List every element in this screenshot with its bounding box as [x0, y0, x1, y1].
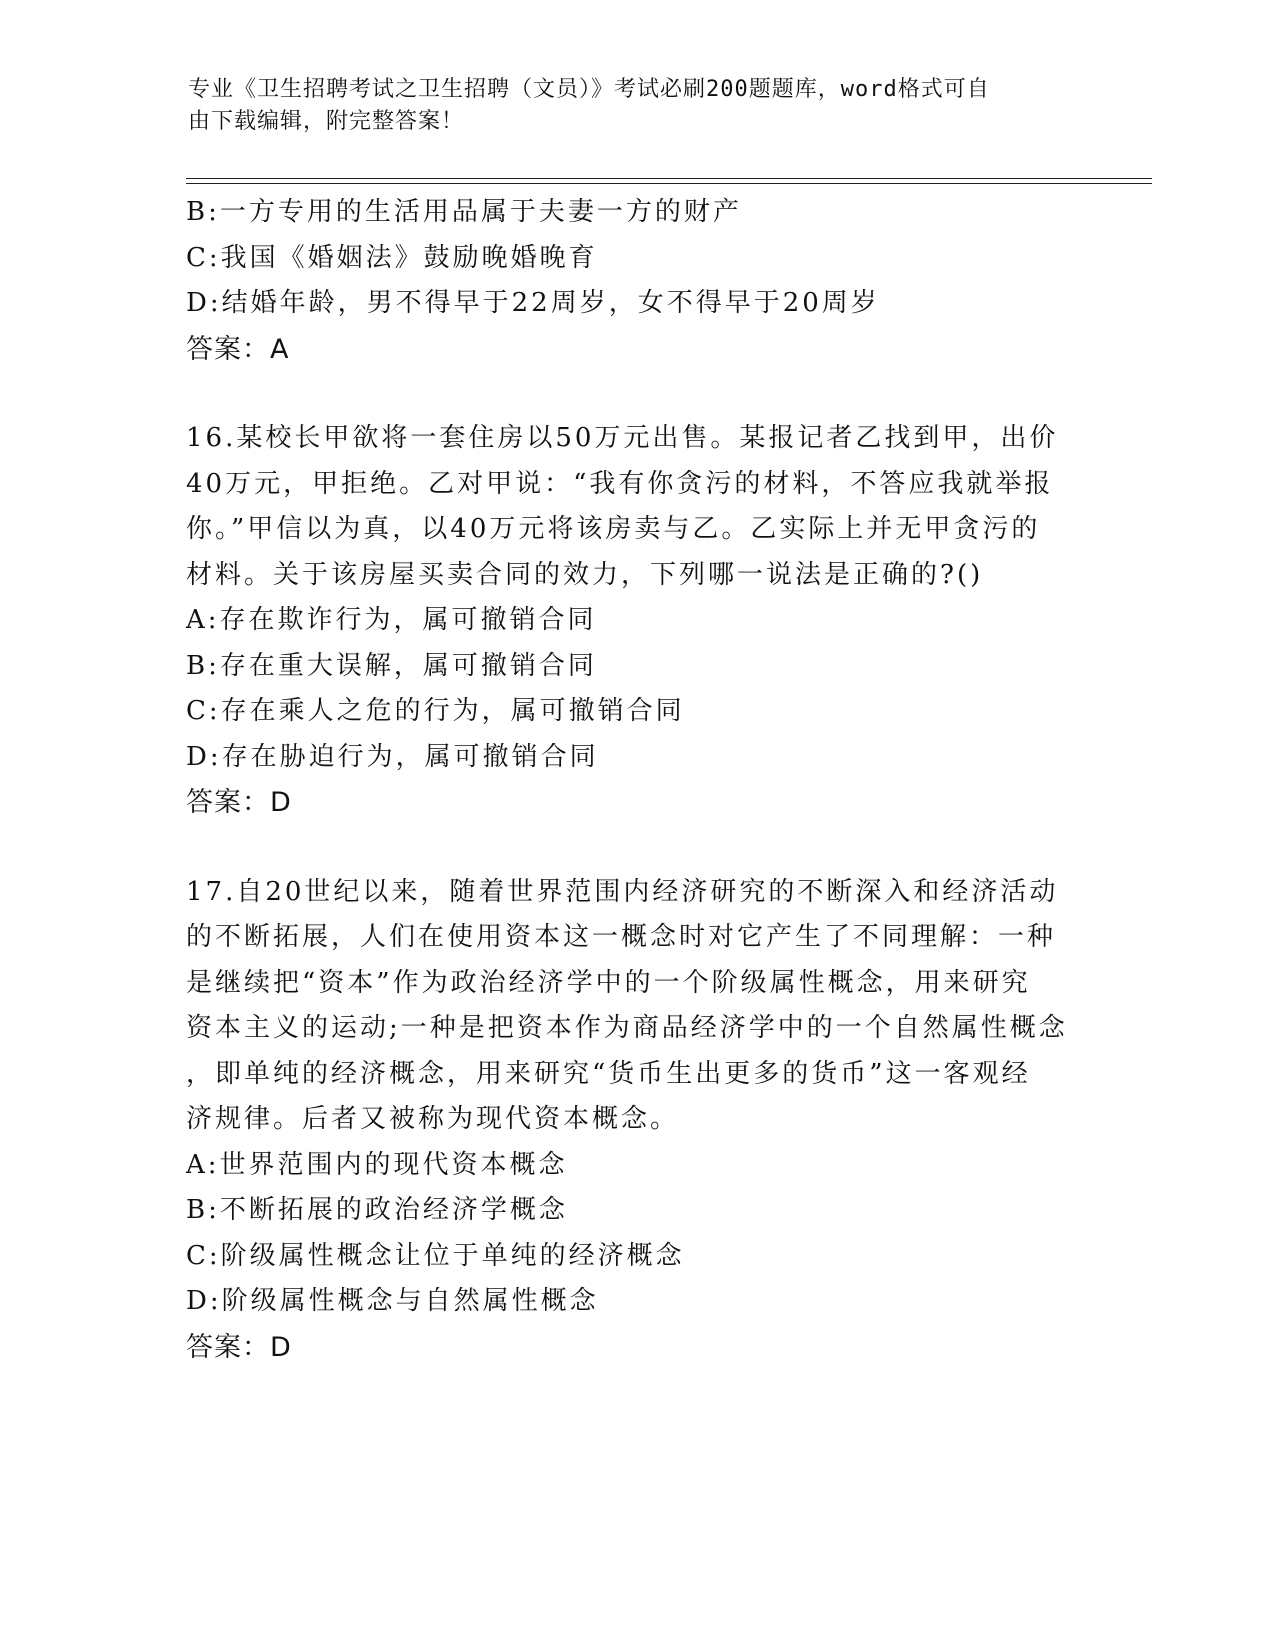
option-a: A:存在欺诈行为，属可撤销合同 [186, 605, 597, 635]
question-text-line: 40万元，甲拒绝。乙对甲说：“我有你贪污的材料，不答应我就举报 [186, 468, 1054, 499]
header-line-1: 专业《卫生招聘考试之卫生招聘（文员）》考试必刷200题题库，word格式可自 [188, 77, 990, 102]
option-d: D:结婚年龄，男不得早于22周岁，女不得早于20周岁 [186, 288, 880, 318]
answer-label: 答案：D [186, 1331, 292, 1363]
question-text-line: 的不断拓展，人们在使用资本这一概念时对它产生了不同理解：一种 [186, 922, 1057, 952]
question-text-line: 材料。关于该房屋买卖合同的效力，下列哪一说法是正确的?() [186, 559, 984, 590]
spacer [186, 826, 1086, 870]
answer-label: 答案：D [186, 787, 292, 818]
question-text-line: 17.自20世纪以来，随着世界范围内经济研究的不断深入和经济活动 [186, 876, 1059, 907]
question-text-line: 你。”甲信以为真，以40万元将该房卖与乙。乙实际上并无甲贪污的 [186, 514, 1041, 544]
header-rule-bottom [186, 183, 1152, 184]
question-16 [186, 416, 1086, 826]
option-b: B:一方专用的生活用品属于夫妻一方的财产 [186, 197, 742, 227]
question-text-line: 16.某校长甲欲将一套住房以50万元出售。某报记者乙找到甲，出价 [186, 423, 1059, 453]
spacer [186, 372, 1086, 416]
question-15-tail [186, 190, 1086, 372]
option-b: B:不断拓展的政治经济学概念 [186, 1195, 568, 1225]
question-text [186, 416, 1086, 598]
option-c: C:阶级属性概念让位于单纯的经济概念 [186, 1240, 685, 1271]
question-text-line: 济规律。后者又被称为现代资本概念。 [186, 1104, 680, 1134]
header-line-2: 由下载编辑，附完整答案！ [188, 109, 465, 134]
question-text-line: 资本主义的运动;一种是把资本作为商品经济学中的一个自然属性概念 [186, 1013, 1068, 1043]
question-text [186, 870, 1086, 1143]
answer-label: 答案：A [186, 333, 290, 365]
option-b: B:存在重大误解，属可撤销合同 [186, 650, 597, 681]
option-d: D:阶级属性概念与自然属性概念 [186, 1286, 599, 1316]
document-body [186, 190, 1086, 1370]
question-text-line: ，即单纯的经济概念，用来研究“货币生出更多的货币”这一客观经 [186, 1058, 1031, 1089]
option-c: C:我国《婚姻法》鼓励晚婚晚育 [186, 242, 598, 273]
question-text-line: 是继续把“资本”作为政治经济学中的一个阶级属性概念，用来研究 [186, 967, 1031, 998]
question-17 [186, 870, 1086, 1371]
document-header [188, 74, 1068, 138]
option-c: C:存在乘人之危的行为，属可撤销合同 [186, 696, 685, 726]
option-d: D:存在胁迫行为，属可撤销合同 [186, 741, 599, 772]
header-rule-top [186, 178, 1152, 179]
option-a: A:世界范围内的现代资本概念 [186, 1149, 568, 1180]
